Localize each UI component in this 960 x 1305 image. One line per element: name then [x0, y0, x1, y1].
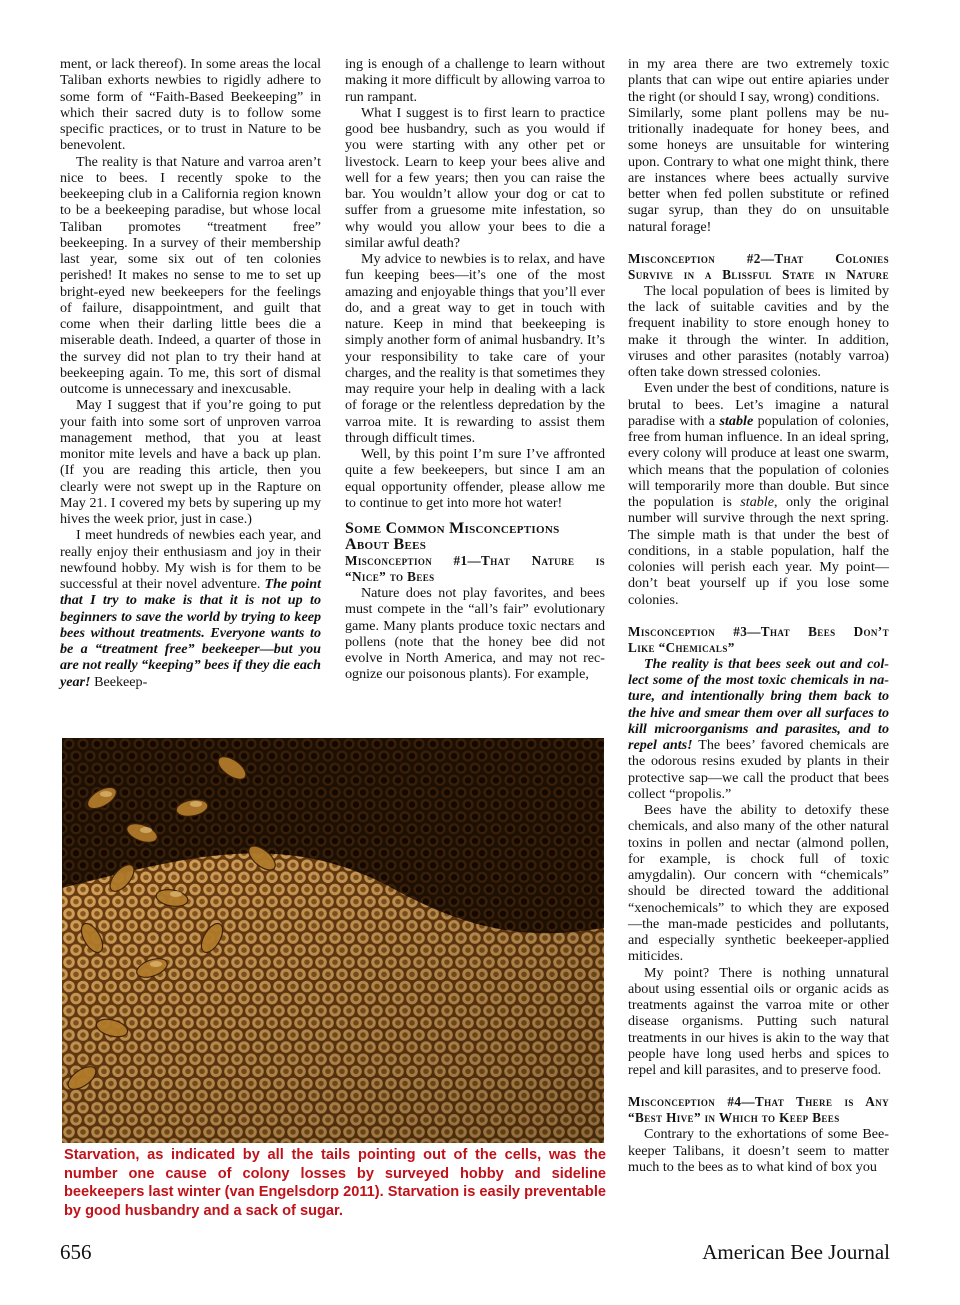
- paragraph-text: I meet hundreds of newbies each year, and really enjoy their enthusiasm and joy in their newfound hobby. My wish is for them to be successful at their novel adventure.: [60, 527, 321, 592]
- paragraph: in my area there are two extremely toxic plants that can wipe out entire apiaries under the right (or should I say, wrong) conditions.: [628, 56, 889, 105]
- paragraph: [60, 527, 321, 690]
- subheading-line: “Nice” to Bees: [345, 569, 435, 584]
- misconception-3-heading: [628, 624, 889, 656]
- section-heading-line: About Bees: [345, 536, 427, 553]
- emphasis-text: stable: [719, 412, 754, 429]
- article-column-3: [628, 56, 889, 1175]
- paragraph-text: , only the original number will survive through the next spring. The simple math is that under the best of conditions, in a stable population, half the colonies will perish each year. My point—don’t beat yourself up if you lose some colonies.: [628, 494, 889, 608]
- journal-name: American Bee Journal: [702, 1240, 890, 1264]
- misconception-2-heading: [628, 251, 889, 283]
- paragraph: ment, or lack thereof). In some areas the local Taliban exhorts newbies to rigidly adhere to some form of “Faith-Based Beekeeping” in which their sacred duty is to follow some specific practices, or to trust in Nature to be benevolent.: [60, 56, 321, 154]
- paragraph: The local population of bees is limited by the lack of suitable cavities and by the frequent inability to store enough honey to make it through the winter. In addition, viruses and other parasites (notably varroa) often take down stressed colonies.: [628, 282, 889, 380]
- paragraph: Bees have the ability to detoxify these chemicals, and also many of the other natural toxins in pollen and nectar (almond pollen, for example, is chock full of toxic amygdalin). Our concern with “chemicals” should be directed toward the additional “xenochemicals” to which they are exposed—the man-made pesticides and pollutants, and especially synthetic beekeeper-applied miticides.: [628, 802, 889, 965]
- paragraph: Contrary to the exhortations of some Beekeeper Talibans, it doesn’t seem to matter much to the bees as to what kind of box you: [628, 1126, 889, 1175]
- paragraph: Nature does not play favorites, and bees must compete in the “all’s fair” evolutionary game. Many plants produce toxic nectars and pollens (note that the honey bee did not evolve in North America, and may not recognize our poisonous plants). For example,: [345, 585, 605, 683]
- subheading-line: Misconception #3—That Bees Don’t: [628, 623, 889, 639]
- honeycomb-bees-photo: [62, 738, 604, 1143]
- honeycomb-image: [62, 738, 604, 1143]
- article-column-1: [60, 56, 321, 690]
- subheading-line: Misconception #4—That There is Any: [628, 1094, 889, 1110]
- paragraph: May I suggest that if you’re going to put your faith into some sort of unproven varroa management method, that you at least monitor mite levels and have a back up plan. (If you are reading this article, then you clearly were not swept up in the Rapture on May 21. I covered my bets by supering up my hives the week prior, just in case.): [60, 397, 321, 527]
- emphasis-text: The reality is that bees seek out and collect some of the most toxic chemicals in nature, and intentionally bring them back to the hive and smear them over all surfaces to kill microorganisms and parasites, and to repel ants!: [628, 655, 889, 753]
- paragraph: Well, by this point I’m sure I’ve affronted quite a few beekeepers, but since I am an equal opportunity offender, please allow me to continue to get into more hot water!: [345, 446, 605, 511]
- paragraph-text: Even under the best of conditions, nature is brutal to bees. Let’s imagine a natural paradise with a: [628, 380, 889, 429]
- paragraph-text: Beekeep-: [94, 673, 148, 690]
- italic-text: stable: [740, 494, 774, 510]
- paragraph: What I suggest is to first learn to practice good bee husbandry, such as you would if you were starting with any other pet or livestock. Learn to keep your bees alive and well for a few years; then you can raise the bar. You wouldn’t allow your dog or cat to suffer from a gruesome mite infestation, so why would you allow your bees to die a similar awful death?: [345, 104, 605, 251]
- section-heading: [345, 521, 605, 553]
- paragraph: Similarly, some plant pollens may be nutritionally inadequate for honey bees, and some honeys are unsuitable for wintering upon. Contrary to what one might think, there are instances where bees actually survive better when fed pollen substitute or refined sugar syrup, than they do on unsuitable natural forage!: [628, 104, 889, 235]
- emphasis-text: The point that I try to make is that it is not up to beginners to save the world by trying to keep bees without treatments. Everyone wants to be a “treatment free” beekeeper—but you are not really “keeping” bees if they die each year!: [60, 576, 321, 690]
- photo-caption: Starvation, as indicated by all the tails pointing out of the cells, was the number one cause of colony losses by surveyed hobby and sideline beekeepers last winter (van Engelsdorp 2011). Starvation is easily preventable by good husbandry and a sack of sugar.: [64, 1147, 606, 1219]
- paragraph-text: The bees’ favored chemicals are the odorous resins exuded by plants in their protective sap—we call the product that bees collect “propolis.”: [628, 737, 889, 802]
- subheading-line: Like “Chemicals”: [628, 639, 735, 655]
- article-column-2: [345, 56, 605, 683]
- subheading-line: Misconception #2—That Colonies: [628, 250, 889, 266]
- subheading-line: Survive in a Blissful State in Nature: [628, 266, 889, 282]
- subheading-line: “Best Hive” in Which to Keep Bees: [628, 1110, 840, 1126]
- section-heading-line: Some Common Misconceptions: [345, 520, 560, 537]
- paragraph: My advice to newbies is to relax, and have fun keeping bees—it’s one of the most amazing and enjoyable things that you’ll ever do, and a great way to get in touch with nature. Keep in mind that beekeeping is simply another form of animal husbandry. It’s your responsibility to take care of your charges, and the reality is that sometimes they may require your help in dealing with a lack of forage or the relentless depredation by the varroa mite. It is rewarding to assist them through difficult times.: [345, 251, 605, 446]
- subheading-line: Misconception #1—That Nature is: [345, 553, 605, 568]
- paragraph: [628, 380, 889, 608]
- misconception-4-heading: [628, 1094, 889, 1126]
- paragraph-text: population of colonies, free from human influence. In an ideal spring, every colony will produce at least one swarm, which means that the population of colonies will temporarily more than double. But since the population is: [628, 412, 889, 510]
- paragraph: My point? There is nothing unnatural about using essential oils or organic acids as treatments against the varroa mite or other disease organisms. Putting such natural treatments in our hives is akin to the way that people have long used herbs and spices to repel and kill parasites, and to preserve food.: [628, 964, 889, 1078]
- paragraph: [628, 656, 889, 802]
- misconception-1-heading: [345, 553, 605, 585]
- paragraph: ing is enough of a challenge to learn without making it more difficult by allowing varroa to run rampant.: [345, 56, 605, 105]
- paragraph: The reality is that Nature and varroa aren’t nice to bees. I recently spoke to the beekeeping club in a California region known to be a beekeeping paradise, but whose local Taliban promotes “treatment free” beekeeping. In a survey of their membership last year, some six out of ten colonies perished! It makes no sense to me to set up bright-eyed new beekeepers for the feelings of failure, disappointment, and guilt that come when their darling little bees die a miserable death. Indeed, a quarter of those in the survey did not plan to try their hand at beekeeping again. To me, this sort of dismal outcome is unnecessary and inexcusable.: [60, 153, 321, 397]
- page-number: 656: [60, 1240, 92, 1264]
